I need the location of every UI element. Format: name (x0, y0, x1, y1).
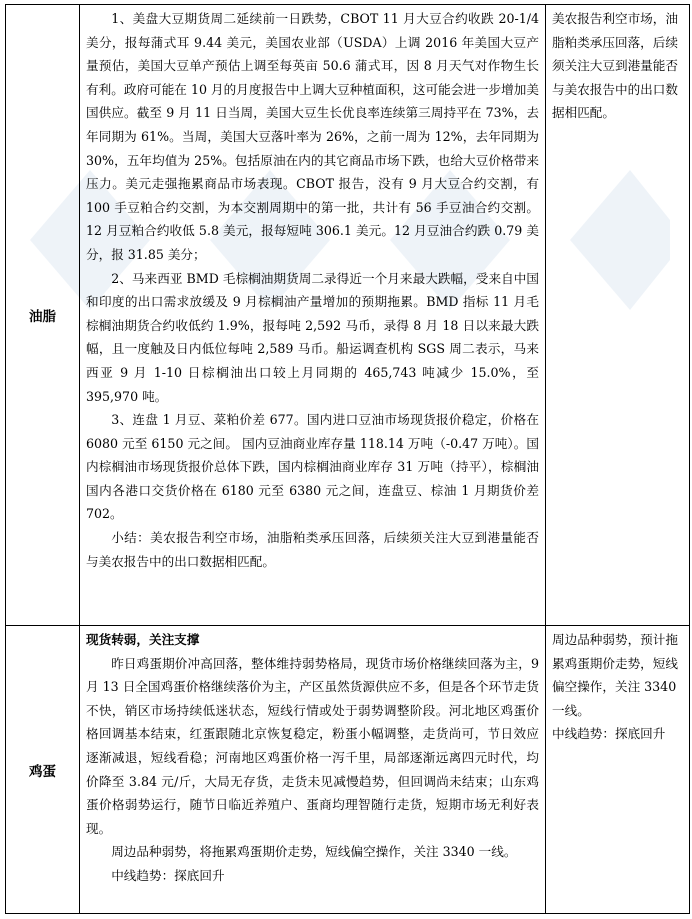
paragraph: 周边品种弱势，将拖累鸡蛋期价走势，短线偏空操作，关注 3340 一线。 (111, 844, 517, 860)
view-text: 美农报告利空市场，油脂粕类承压回落，后续须关注大豆到港量能否与美农报告中的出口数据相匹配。 (552, 11, 678, 121)
table-row-eggs (6, 626, 690, 914)
summary-paragraph: 小结：美农报告利空市场，油脂粕类承压回落，后续须关注大豆到港量能否与美农报告中的出口数据相匹配。 (86, 530, 539, 569)
paragraph: 昨日鸡蛋期价冲高回落，整体维持弱势格局，现货市场价格继续回落为主，9 月 13 日全国鸡蛋价格继续落价为主，产区虽然货源供应不多，但是各个环节走货不快，销区市场持续低迷状态，短线行情或处于弱势调整阶段。河北地区鸡蛋价格回调基本结束，红蛋跟随北京恢复稳定，粉蛋小幅调整，走货尚可，节日效应逐渐减退，短线看稳；河南地区鸡蛋价格一泻千里，局部逐渐远离四元时代，均价降至 3.84 元/斤，大局无存货，走货未见减慢趋势，但回调尚未结束；山东鸡蛋价格弱势运行，随节日临近养殖户、蛋商均理智随行走货，短期市场无利好表现。 (86, 655, 539, 836)
view-text: 周边品种弱势，预计拖累鸡蛋期价走势，短线偏空操作，关注 3340 一线。 (552, 632, 678, 718)
trend-paragraph: 中线趋势：探底回升 (111, 867, 225, 883)
view-trend: 中线趋势：探底回升 (552, 726, 666, 742)
analysis-cell (80, 626, 546, 914)
paragraph: 3、连盘 1 月豆、菜粕价差 677。国内进口豆油市场现货报价稳定，价格在 6080 元至 6150 元之间。 国内豆油商业库存量 118.14 万吨（-0.47 万吨）。国内棕榈油市场现货报价总体下跌，国内棕榈油商业库存 31 万吨（持平），棕榈油国内各港口交货价格在 6180 元至 6380 元之间，连盘豆、棕油 1 月期货价差 702。 (86, 412, 539, 522)
view-cell (546, 626, 690, 914)
category-cell: 油脂 (6, 5, 80, 626)
table-row-oils (6, 5, 690, 626)
view-cell (546, 5, 690, 626)
commodity-table (5, 4, 690, 914)
section-heading: 现货转弱，关注支撑 (86, 632, 200, 647)
analysis-cell (80, 5, 546, 626)
category-cell: 鸡蛋 (6, 626, 80, 914)
paragraph: 2、马来西亚 BMD 毛棕榈油期货周二录得近一个月来最大跌幅，受来自中国和印度的出口需求放缓及 9 月棕榈油产量增加的预期拖累。BMD 指标 11 月毛棕榈油期货合约收低约 1.9%，报每吨 2,592 马币，录得 8 月 18 日以来最大跌幅，且一度触及日内低位每吨 2,589 马币。船运调查机构 SGS 周二表示，马来西亚 9 月 1-10 日棕榈油出口较上月同期的 465,743 吨减少 15.0%，至 395,970 吨。 (86, 270, 539, 404)
paragraph: 1、美盘大豆期货周二延续前一日跌势，CBOT 11 月大豆合约收跌 20-1/4 美分，报每蒲式耳 9.44 美元，美国农业部（USDA）上调 2016 年美国大豆产量预估，美国大豆单产预估上调至每英亩 50.6 蒲式耳，因 8 月天气对作物生长有利。政府可能在 10 月的月度报告中上调大豆种植面积，这可能会进一步增加美国供应。截至 9 月 11 日当周，美国大豆生长优良率连续第三周持平在 73%，去年同期为 61%。当周，美国大豆落叶率为 26%，之前一周为 12%，去年同期为 30%，五年均值为 25%。包括原油在内的其它商品市场下跌，也给大豆价格带来压力。美元走强拖累商品市场表现。CBOT 报告，没有 9 月大豆合约交割，有 100 手豆粕合约交割，为本交割周期中的第一批，共计有 56 手豆油合约交割。12 月豆粕合约收低 5.8 美元，报每短吨 306.1 美元。12 月豆油合约跌 0.79 美分，报 31.85 美分； (86, 11, 539, 262)
